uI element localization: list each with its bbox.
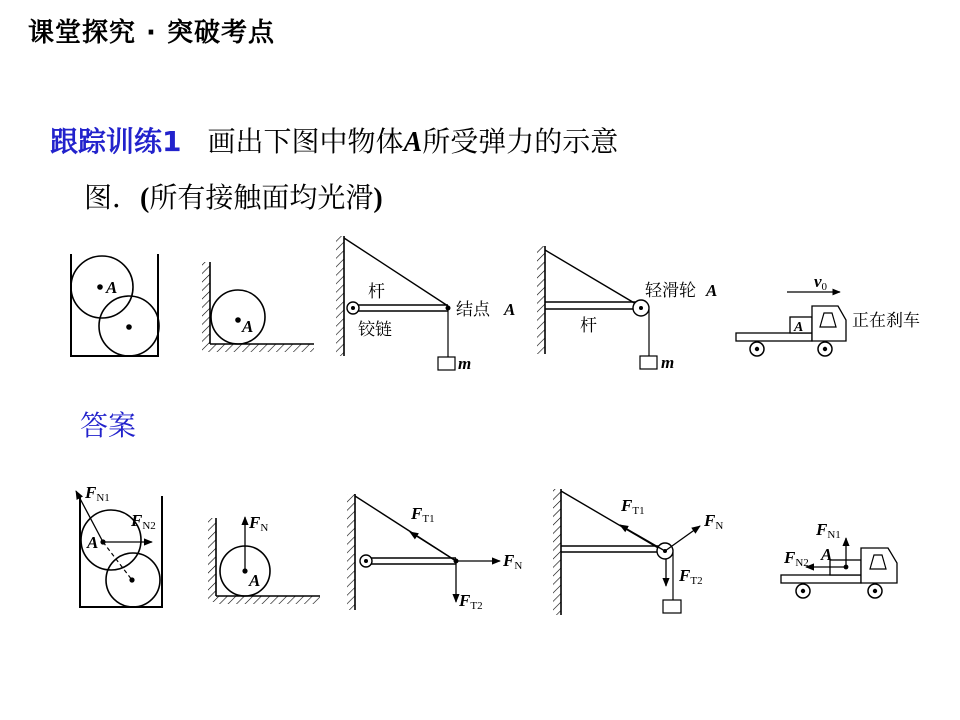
ans4-ft1: FT1 bbox=[621, 496, 645, 517]
fig3-a-label: A bbox=[504, 300, 516, 319]
fig4-m-label: m bbox=[661, 353, 675, 372]
fig2-label-a: A bbox=[242, 317, 254, 336]
ans5-fn1: FN1 bbox=[816, 520, 841, 541]
question-text-1a: 画出下图中物体 bbox=[207, 125, 404, 158]
fig3-m-label: m bbox=[458, 354, 472, 373]
ans2-fn: FN bbox=[249, 513, 269, 534]
ans3-ft1: FT1 bbox=[411, 504, 435, 525]
question-text-2a: 图． bbox=[84, 181, 141, 214]
question-text-1b: 所受弹力的示意 bbox=[422, 125, 619, 158]
figure-3-hinged-rod bbox=[336, 236, 515, 373]
ans1-fn2: FN2 bbox=[131, 511, 156, 532]
fig5-state-label: 正在刹车 bbox=[852, 311, 920, 331]
fig3-knot-label: 结点 bbox=[456, 300, 490, 320]
figure-1-container-balls bbox=[71, 254, 159, 356]
fig4-a-label: A bbox=[706, 281, 718, 300]
figure-2-ball-corner bbox=[202, 262, 314, 352]
ans4-ft2: FT2 bbox=[679, 566, 703, 587]
fig5-v-label: v0 bbox=[814, 272, 828, 293]
fig1-label-a: A bbox=[106, 278, 118, 297]
answer-1-container-balls bbox=[76, 483, 162, 607]
ans5-fn2: FN2 bbox=[784, 548, 809, 569]
paren-open: ( bbox=[140, 183, 150, 214]
figure-4-pulley-rod bbox=[537, 246, 717, 372]
fig4-rod-label: 杆 bbox=[580, 316, 597, 336]
paren-close: ) bbox=[373, 183, 383, 214]
question-text-2b: 所有接触面均光滑 bbox=[149, 181, 374, 214]
fig3-rod-label: 杆 bbox=[368, 282, 385, 302]
ans3-fn: FN bbox=[503, 551, 523, 572]
ans5-a: A bbox=[821, 545, 833, 564]
ans1-fn1: FN1 bbox=[85, 483, 110, 504]
ans4-fn: FN bbox=[704, 511, 724, 532]
answer-3-hinged-rod bbox=[347, 494, 522, 612]
answer-4-pulley-rod bbox=[553, 489, 723, 615]
exercise-tag: 跟踪训练1 bbox=[50, 125, 182, 158]
header-title: 课堂探究 · 突破考点 bbox=[28, 18, 275, 48]
question-object: A bbox=[403, 127, 423, 158]
fig4-pulley-label: 轻滑轮 bbox=[645, 281, 696, 301]
answer-2-ball-corner bbox=[208, 513, 320, 604]
answer-5-truck bbox=[781, 520, 897, 598]
ans2-a: A bbox=[249, 571, 261, 590]
answer-label: 答案 bbox=[80, 409, 137, 442]
fig5-a-label: A bbox=[794, 320, 804, 335]
figure-5-truck bbox=[736, 272, 920, 356]
fig3-hinge-label: 铰链 bbox=[358, 320, 392, 340]
ans1-a: A bbox=[87, 533, 99, 552]
ans3-ft2: FT2 bbox=[459, 591, 483, 612]
